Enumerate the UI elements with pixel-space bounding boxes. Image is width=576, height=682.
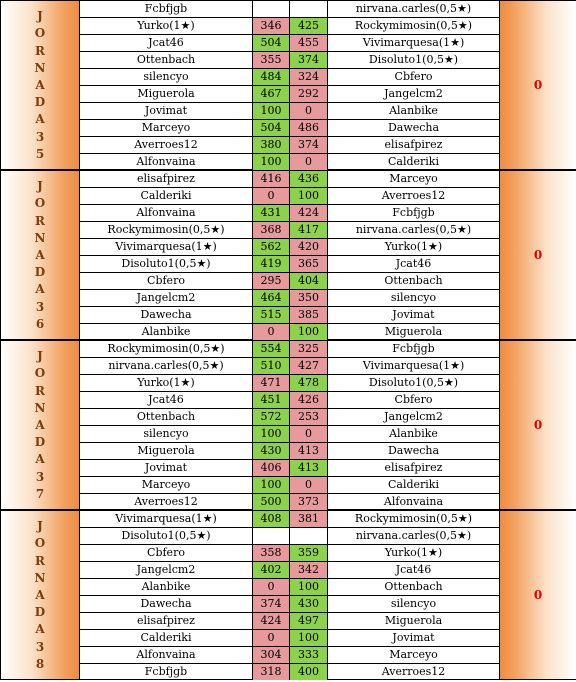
away-score: 350 (290, 290, 328, 306)
away-score: 0 (290, 103, 328, 119)
away-team: Averroes12 (381, 189, 446, 202)
away-team: Marceyo (389, 648, 438, 661)
away-score: 0 (290, 154, 328, 170)
match-row (80, 103, 499, 120)
jornada-letter: R (35, 43, 45, 58)
home-team: Fcbfjgb (144, 665, 188, 678)
away-score: 455 (290, 35, 328, 51)
away-score: 426 (290, 392, 328, 408)
home-score: 464 (252, 290, 290, 306)
home-score: 355 (252, 52, 290, 68)
away-score: 385 (290, 307, 328, 323)
home-team: nirvana.carles(0,5★) (108, 359, 224, 372)
away-team: Averroes12 (381, 665, 446, 678)
home-team: Ottenbach (136, 53, 196, 66)
away-score: 100 (290, 579, 328, 595)
match-row (80, 545, 499, 562)
jornada-letter: N (34, 400, 46, 415)
away-team: Disoluto1(0,5★) (368, 53, 459, 66)
home-team: Disoluto1(0,5★) (121, 257, 211, 270)
match-row (80, 256, 499, 273)
home-team: Alfonvaina (136, 648, 196, 661)
match-row (80, 52, 499, 69)
home-score: 295 (252, 273, 290, 289)
away-score: 478 (290, 375, 328, 391)
match-row (80, 630, 499, 647)
away-score: 497 (290, 613, 328, 629)
points-value: 0 (533, 248, 543, 262)
away-score: 400 (290, 664, 328, 680)
match-row (80, 511, 499, 528)
home-team: Dawecha (140, 308, 192, 321)
match-row (80, 409, 499, 426)
points-value: 0 (533, 78, 543, 92)
away-score: 427 (290, 358, 328, 374)
home-team: Vivimarquesa(1★) (115, 512, 217, 525)
jornada-block (0, 170, 576, 340)
matches-list (80, 1, 499, 169)
away-team: nirvana.carles(0,5★) (355, 2, 472, 15)
match-row (80, 664, 499, 681)
match-row (80, 443, 499, 460)
away-team: Cbfero (394, 70, 433, 83)
matches-list (80, 341, 499, 509)
home-team: Fcbfjgb (144, 2, 188, 15)
home-team: Averroes12 (134, 138, 198, 151)
jornada-letter: 5 (35, 146, 45, 161)
jornada-letter: J (37, 179, 43, 194)
jornada-letter: D (34, 435, 46, 450)
away-team: Alanbike (389, 104, 438, 117)
away-team: Rockymimosin(0,5★) (354, 512, 473, 525)
match-row (80, 273, 499, 290)
jornada-letter: O (34, 26, 46, 41)
match-row (80, 426, 499, 443)
jornada-letter: O (34, 196, 46, 211)
away-score: 373 (290, 494, 328, 510)
away-team: Ottenbach (384, 580, 443, 593)
home-score: 451 (252, 392, 290, 408)
away-score: 424 (290, 205, 328, 221)
jornada-letter: R (35, 553, 45, 568)
jornada-letter: N (34, 570, 46, 585)
jornada-letter: O (34, 536, 46, 551)
away-team: Vivimarquesa(1★) (362, 36, 465, 49)
away-team: Miguerola (384, 614, 443, 627)
match-row (80, 647, 499, 664)
matches-list (80, 171, 499, 339)
home-team: elisafpirez (137, 172, 195, 185)
jornada-letter: D (34, 95, 46, 110)
jornada-letter: J (37, 349, 43, 364)
away-score: 413 (290, 460, 328, 476)
jornada-label (1, 171, 80, 339)
match-row (80, 494, 499, 511)
home-score: 0 (252, 324, 290, 340)
away-score (290, 528, 328, 544)
away-score: 417 (290, 222, 328, 238)
home-team: silencyo (143, 70, 189, 83)
away-score: 413 (290, 443, 328, 459)
jornada-label (1, 511, 80, 679)
home-score: 0 (252, 630, 290, 646)
match-row (80, 239, 499, 256)
match-row (80, 222, 499, 239)
away-team: elisafpirez (384, 461, 443, 474)
jornada-letter: O (34, 366, 46, 381)
home-team: silencyo (143, 427, 189, 440)
home-score: 424 (252, 613, 290, 629)
match-row (80, 460, 499, 477)
home-score: 374 (252, 596, 290, 612)
home-team: Vivimarquesa(1★) (115, 240, 217, 253)
home-team: Jangelcm2 (136, 563, 196, 576)
home-score: 504 (252, 120, 290, 136)
jornada-letter: 3 (35, 639, 45, 654)
away-team: Vivimarquesa(1★) (362, 359, 465, 372)
home-team: Marceyo (141, 478, 191, 491)
home-score: 467 (252, 86, 290, 102)
home-score: 572 (252, 409, 290, 425)
home-score: 554 (252, 341, 290, 357)
away-team: Dawecha (387, 121, 440, 134)
jornada-letter: N (34, 230, 46, 245)
jornada-letter: A (35, 77, 45, 92)
away-team: Yurko(1★) (384, 546, 443, 559)
away-score: 0 (290, 426, 328, 442)
away-team: Jcat46 (395, 257, 432, 270)
away-team: Miguerola (384, 325, 443, 338)
jornada-label (1, 1, 80, 169)
away-team: silencyo (390, 291, 437, 304)
away-score: 425 (290, 18, 328, 34)
match-row (80, 613, 499, 630)
home-score: 484 (252, 69, 290, 85)
jornada-letter: J (37, 9, 43, 24)
away-score: 486 (290, 120, 328, 136)
jornada-letter: R (35, 383, 45, 398)
away-team: Jangelcm2 (384, 87, 443, 100)
match-row (80, 290, 499, 307)
home-team: Cbfero (147, 546, 185, 559)
jornada-letter: 3 (35, 129, 45, 144)
home-score: 100 (252, 154, 290, 170)
home-score: 408 (252, 511, 290, 527)
away-score: 100 (290, 188, 328, 204)
match-row (80, 375, 499, 392)
jornada-letter: A (35, 452, 45, 467)
away-score: 359 (290, 545, 328, 561)
home-team: Jcat46 (148, 393, 184, 406)
home-score: 416 (252, 171, 290, 187)
match-row (80, 137, 499, 154)
home-team: Disoluto1(0,5★) (121, 529, 211, 542)
away-team: Rockymimosin(0,5★) (354, 19, 473, 32)
away-team: Jcat46 (395, 563, 432, 576)
jornada-letter: 6 (35, 316, 45, 331)
match-row (80, 392, 499, 409)
match-row (80, 154, 499, 171)
away-score: 100 (290, 630, 328, 646)
away-score: 374 (290, 52, 328, 68)
match-row (80, 171, 499, 188)
match-row (80, 528, 499, 545)
away-team: Dawecha (387, 444, 440, 457)
home-team: Cbfero (147, 274, 185, 287)
home-score: 100 (252, 426, 290, 442)
points-cell (499, 511, 576, 679)
home-team: Marceyo (141, 121, 191, 134)
home-team: Ottenbach (136, 410, 196, 423)
away-score: 333 (290, 647, 328, 663)
home-score: 471 (252, 375, 290, 391)
jornada-letter: 8 (35, 656, 45, 671)
home-team: Dawecha (140, 597, 192, 610)
home-team: Alfonvaina (136, 155, 196, 168)
away-team: Yurko(1★) (384, 240, 443, 253)
home-team: Calderiki (140, 631, 192, 644)
away-team: Alfonvaina (383, 495, 444, 508)
away-team: silencyo (390, 597, 437, 610)
away-score: 100 (290, 324, 328, 340)
match-row (80, 188, 499, 205)
away-score: 292 (290, 86, 328, 102)
home-score: 500 (252, 494, 290, 510)
points-cell (499, 1, 576, 169)
away-score (290, 1, 328, 17)
match-row (80, 69, 499, 86)
away-team: Fcbfjgb (392, 206, 435, 219)
points-value: 0 (533, 418, 543, 432)
jornada-letter: A (35, 587, 45, 602)
away-score: 420 (290, 239, 328, 255)
jornada-letter: D (34, 265, 46, 280)
match-row (80, 579, 499, 596)
away-team: nirvana.carles(0,5★) (355, 223, 472, 236)
jornada-letter: N (34, 60, 46, 75)
jornada-letter: A (35, 622, 45, 637)
home-score: 419 (252, 256, 290, 272)
away-team: Jovimat (392, 308, 435, 321)
jornada-letter: A (35, 112, 45, 127)
home-score (252, 528, 290, 544)
home-team: Jovimat (144, 461, 188, 474)
jornada-letter: A (35, 282, 45, 297)
jornada-letter: A (35, 247, 45, 262)
away-score: 253 (290, 409, 328, 425)
home-team: Rockymimosin(0,5★) (107, 223, 225, 236)
home-score: 562 (252, 239, 290, 255)
away-team: elisafpirez (384, 138, 443, 151)
away-score: 325 (290, 341, 328, 357)
jornada-letter: J (37, 519, 43, 534)
jornada-label (1, 341, 80, 509)
away-score: 430 (290, 596, 328, 612)
away-team: Cbfero (394, 393, 433, 406)
jornada-letter: A (35, 417, 45, 432)
home-score: 431 (252, 205, 290, 221)
home-score: 346 (252, 18, 290, 34)
away-team: Calderiki (387, 155, 439, 168)
away-team: Alanbike (389, 427, 438, 440)
home-score: 402 (252, 562, 290, 578)
jornada-letter: 3 (35, 469, 45, 484)
jornada-block (0, 0, 576, 170)
home-score: 100 (252, 103, 290, 119)
match-row (80, 35, 499, 52)
points-cell (499, 171, 576, 339)
away-team: Jovimat (392, 631, 435, 644)
home-team: Jovimat (144, 104, 188, 117)
match-row (80, 341, 499, 358)
jornada-letter: R (35, 213, 45, 228)
home-team: Yurko(1★) (137, 19, 195, 32)
home-team: Averroes12 (134, 495, 198, 508)
match-row (80, 307, 499, 324)
home-team: Yurko(1★) (137, 376, 195, 389)
away-team: Fcbfjgb (392, 342, 435, 355)
match-row (80, 562, 499, 579)
away-team: Calderiki (387, 478, 439, 491)
points-value: 0 (533, 588, 543, 602)
away-team: Marceyo (389, 172, 438, 185)
home-team: Alanbike (141, 580, 191, 593)
home-score (252, 1, 290, 17)
home-team: Alfonvaina (136, 206, 196, 219)
match-row (80, 358, 499, 375)
home-score: 0 (252, 579, 290, 595)
home-team: Calderiki (140, 189, 192, 202)
away-team: Jangelcm2 (384, 410, 443, 423)
home-score: 504 (252, 35, 290, 51)
home-score: 430 (252, 443, 290, 459)
home-score: 318 (252, 664, 290, 680)
away-score: 381 (290, 511, 328, 527)
away-score: 365 (290, 256, 328, 272)
home-score: 515 (252, 307, 290, 323)
jornada-block (0, 340, 576, 510)
points-cell (499, 341, 576, 509)
home-team: Jcat46 (148, 36, 184, 49)
home-score: 100 (252, 477, 290, 493)
home-team: Miguerola (137, 444, 195, 457)
home-team: Alanbike (141, 325, 191, 338)
away-score: 324 (290, 69, 328, 85)
away-score: 436 (290, 171, 328, 187)
match-row (80, 596, 499, 613)
match-row (80, 477, 499, 494)
away-team: nirvana.carles(0,5★) (355, 529, 472, 542)
away-team: Ottenbach (384, 274, 443, 287)
jornada-letter: 3 (35, 299, 45, 314)
match-row (80, 18, 499, 35)
away-team: Disoluto1(0,5★) (368, 376, 459, 389)
away-score: 374 (290, 137, 328, 153)
match-row (80, 205, 499, 222)
match-row (80, 86, 499, 103)
home-score: 510 (252, 358, 290, 374)
home-score: 0 (252, 188, 290, 204)
home-score: 358 (252, 545, 290, 561)
match-row (80, 1, 499, 18)
home-team: Miguerola (137, 87, 195, 100)
jornada-letter: 7 (35, 486, 45, 501)
home-team: Rockymimosin(0,5★) (107, 342, 225, 355)
home-score: 406 (252, 460, 290, 476)
away-score: 342 (290, 562, 328, 578)
match-row (80, 324, 499, 341)
match-row (80, 120, 499, 137)
home-score: 304 (252, 647, 290, 663)
away-score: 404 (290, 273, 328, 289)
away-score: 0 (290, 477, 328, 493)
home-score: 368 (252, 222, 290, 238)
home-team: elisafpirez (137, 614, 195, 627)
jornada-block (0, 510, 576, 680)
home-score: 380 (252, 137, 290, 153)
matches-list (80, 511, 499, 679)
home-team: Jangelcm2 (136, 291, 196, 304)
jornada-letter: D (34, 605, 46, 620)
